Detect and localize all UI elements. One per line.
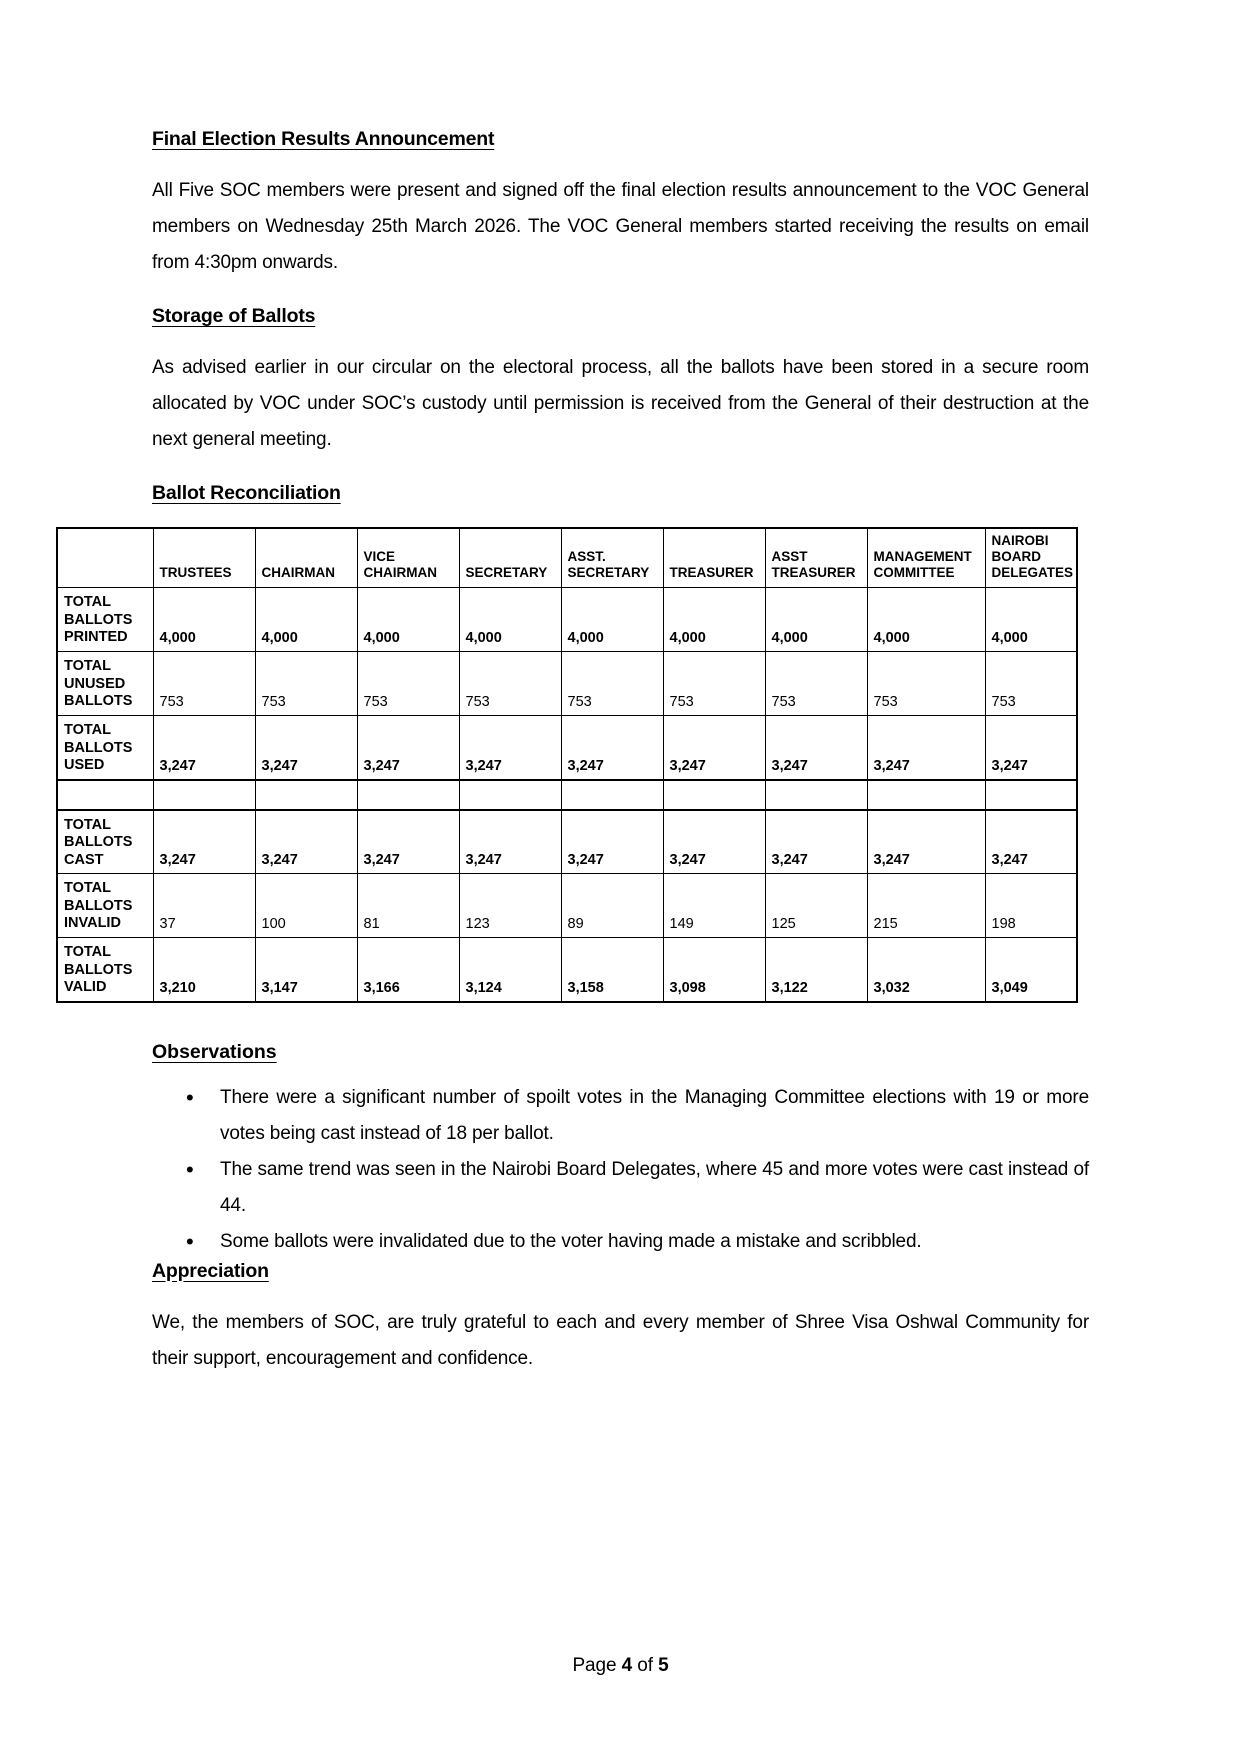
cell-valid-secretary: 3,124 (459, 938, 561, 1002)
cell-valid-treasurer: 3,098 (663, 938, 765, 1002)
paragraph-final-election-results: All Five SOC members were present and signed off the final election results announcement to the VOC General members on Wednesday 25th March 2026. The VOC General members started receiving the results on email from 4:30pm onwards. (152, 180, 1089, 273)
cell-invalid-asst-secretary: 89 (561, 874, 663, 938)
table-row (57, 588, 1077, 652)
cell-printed-management-committee: 4,000 (867, 588, 985, 652)
table-header-cell-corner (57, 528, 153, 588)
section-heading-observations: Observations (152, 1040, 277, 1063)
cell-cast-chairman: 3,247 (255, 810, 357, 874)
cell-printed-chairman: 4,000 (255, 588, 357, 652)
list-item: • There were a significant number of spoilt votes in the Managing Committee elections with 19 or more votes being cast instead of 18 per ballot. (220, 1080, 1089, 1152)
table-header-cell-nairobi-board-delegates: NAIROBI BOARD DELEGATES (985, 528, 1077, 588)
cell-printed-treasurer: 4,000 (663, 588, 765, 652)
cell-spacer-treasurer (663, 780, 765, 810)
cell-cast-vice-chairman: 3,247 (357, 810, 459, 874)
footer-total-pages: 5 (658, 1655, 669, 1676)
cell-invalid-management-committee: 215 (867, 874, 985, 938)
cell-spacer-vice-chairman (357, 780, 459, 810)
ballot-reconciliation-table (56, 527, 1078, 1003)
cell-unused-asst-secretary: 753 (561, 652, 663, 716)
cell-spacer-asst-secretary (561, 780, 663, 810)
footer-prefix: Page (572, 1655, 622, 1676)
cell-invalid-vice-chairman: 81 (357, 874, 459, 938)
table-header-cell-asst-treasurer: ASST TREASURER (765, 528, 867, 588)
cell-cast-asst-secretary: 3,247 (561, 810, 663, 874)
cell-unused-management-committee: 753 (867, 652, 985, 716)
cell-printed-vice-chairman: 4,000 (357, 588, 459, 652)
section-heading-final-election-results: Final Election Results Announcement (152, 128, 495, 150)
cell-used-vice-chairman: 3,247 (357, 716, 459, 780)
cell-cast-asst-treasurer: 3,247 (765, 810, 867, 874)
cell-unused-vice-chairman: 753 (357, 652, 459, 716)
cell-unused-nairobi-board-delegates: 753 (985, 652, 1077, 716)
cell-spacer-asst-treasurer (765, 780, 867, 810)
cell-unused-asst-treasurer: 753 (765, 652, 867, 716)
row-label-total-ballots-printed: TOTAL BALLOTS PRINTED (57, 588, 153, 652)
cell-invalid-trustees: 37 (153, 874, 255, 938)
cell-valid-chairman: 3,147 (255, 938, 357, 1002)
cell-used-asst-secretary: 3,247 (561, 716, 663, 780)
cell-printed-trustees: 4,000 (153, 588, 255, 652)
cell-printed-asst-secretary: 4,000 (561, 588, 663, 652)
cell-cast-secretary: 3,247 (459, 810, 561, 874)
cell-spacer-trustees (153, 780, 255, 810)
table-row (57, 810, 1077, 874)
table-header-cell-management-committee: MANAGEMENT COMMITTEE (867, 528, 985, 588)
table-row (57, 874, 1077, 938)
table-header-row (57, 528, 1077, 588)
cell-cast-treasurer: 3,247 (663, 810, 765, 874)
table-header (57, 528, 1077, 588)
cell-spacer-chairman (255, 780, 357, 810)
cell-used-nairobi-board-delegates: 3,247 (985, 716, 1077, 780)
table-row (57, 652, 1077, 716)
footer-middle: of (632, 1655, 659, 1676)
cell-spacer-nairobi-board-delegates (985, 780, 1077, 810)
cell-used-trustees: 3,247 (153, 716, 255, 780)
cell-spacer-management-committee (867, 780, 985, 810)
cell-invalid-secretary: 123 (459, 874, 561, 938)
table-row (57, 716, 1077, 780)
cell-spacer-secretary (459, 780, 561, 810)
cell-cast-nairobi-board-delegates: 3,247 (985, 810, 1077, 874)
cell-invalid-asst-treasurer: 125 (765, 874, 867, 938)
ballot-reconciliation-table-wrap (56, 527, 1076, 1003)
row-label-total-ballots-used: TOTAL BALLOTS USED (57, 716, 153, 780)
cell-valid-nairobi-board-delegates: 3,049 (985, 938, 1077, 1002)
cell-invalid-treasurer: 149 (663, 874, 765, 938)
table-header-cell-chairman: CHAIRMAN (255, 528, 357, 588)
cell-printed-nairobi-board-delegates: 4,000 (985, 588, 1077, 652)
page-footer (0, 1655, 1241, 1677)
table-row (57, 938, 1077, 1002)
table-header-cell-treasurer: TREASURER (663, 528, 765, 588)
cell-used-treasurer: 3,247 (663, 716, 765, 780)
cell-valid-management-committee: 3,032 (867, 938, 985, 1002)
cell-used-asst-treasurer: 3,247 (765, 716, 867, 780)
cell-invalid-chairman: 100 (255, 874, 357, 938)
paragraph-appreciation: We, the members of SOC, are truly grateful to each and every member of Shree Visa Oshwal Community for their support, encouragement and confidence. (152, 1311, 1089, 1369)
section-heading-storage-of-ballots: Storage of Ballots (152, 305, 316, 327)
row-label-total-ballots-invalid: TOTAL BALLOTS INVALID (57, 874, 153, 938)
list-item: • Some ballots were invalidated due to the voter having made a mistake and scribbled. (220, 1224, 1089, 1260)
cell-valid-vice-chairman: 3,166 (357, 938, 459, 1002)
cell-valid-trustees: 3,210 (153, 938, 255, 1002)
cell-used-secretary: 3,247 (459, 716, 561, 780)
table-header-cell-secretary: SECRETARY (459, 528, 561, 588)
table-header-cell-asst-secretary: ASST. SECRETARY (561, 528, 663, 588)
table-header-cell-vice-chairman: VICE CHAIRMAN (357, 528, 459, 588)
cell-unused-treasurer: 753 (663, 652, 765, 716)
table-body (57, 588, 1077, 1002)
paragraph-storage-of-ballots: As advised earlier in our circular on the electoral process, all the ballots have been stored in a secure room allocated by VOC under SOC’s custody until permission is received from the General of their destruction at the next general meeting. (152, 357, 1089, 450)
cell-cast-trustees: 3,247 (153, 810, 255, 874)
row-label-total-ballots-valid: TOTAL BALLOTS VALID (57, 938, 153, 1002)
section-heading-ballot-reconciliation: Ballot Reconciliation (152, 482, 341, 504)
row-label-total-unused-ballots: TOTAL UNUSED BALLOTS (57, 652, 153, 716)
list-item: • The same trend was seen in the Nairobi Board Delegates, where 45 and more votes were cast instead of 44. (220, 1152, 1089, 1224)
row-label-spacer (57, 780, 153, 810)
row-label-total-ballots-cast: TOTAL BALLOTS CAST (57, 810, 153, 874)
cell-cast-management-committee: 3,247 (867, 810, 985, 874)
cell-valid-asst-treasurer: 3,122 (765, 938, 867, 1002)
table-header-cell-trustees: TRUSTEES (153, 528, 255, 588)
cell-invalid-nairobi-board-delegates: 198 (985, 874, 1077, 938)
cell-used-management-committee: 3,247 (867, 716, 985, 780)
cell-unused-secretary: 753 (459, 652, 561, 716)
cell-printed-asst-treasurer: 4,000 (765, 588, 867, 652)
cell-unused-chairman: 753 (255, 652, 357, 716)
cell-used-chairman: 3,247 (255, 716, 357, 780)
cell-printed-secretary: 4,000 (459, 588, 561, 652)
cell-valid-asst-secretary: 3,158 (561, 938, 663, 1002)
table-spacer-row (57, 780, 1077, 810)
cell-unused-trustees: 753 (153, 652, 255, 716)
footer-current-page: 4 (621, 1655, 633, 1676)
observations-list (152, 1080, 1089, 1260)
section-heading-appreciation: Appreciation (152, 1259, 269, 1282)
